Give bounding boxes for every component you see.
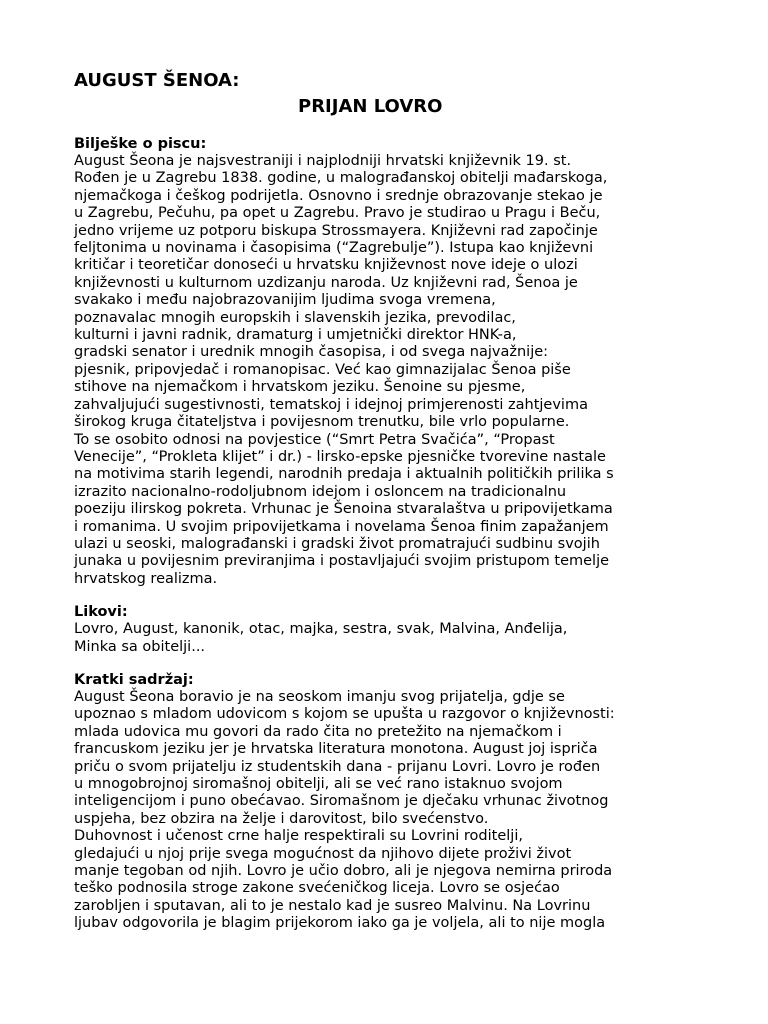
work-title: PRIJAN LOVRO [298,96,443,117]
text-line: Duhovnost i učenost crne halje respektirali su Lovrini roditelji, [74,828,523,845]
text-line: manje tegoban od njih. Lovro je učio dobro, ali je njegova nemirna priroda [74,863,613,880]
text-line: književnosti u kulturnom uzdizanju naroda. Uz književni rad, Šenoa je [74,274,578,291]
text-line: poznavalac mnogih europskih i slavenskih jezika, prevodilac, [74,309,516,326]
section-summary [74,671,674,933]
text-line: na motivima starih legendi, narodnih predaja i aktualnih političkih prilika s [74,466,614,483]
text-line: inteligencijom i puno obećavao. Siromašnom je dječaku vrhunac životnog [74,793,609,810]
text-line: gledajući u njoj prije svega mogućnost da njihovo dijete proživi život [74,845,572,862]
text-line: Lovro, August, kanonik, otac, majka, sestra, svak, Malvina, Anđelija, [74,621,568,638]
text-line: stihove na njemačkom i hrvatskom jeziku. Šenoine su pjesme, [74,379,526,396]
text-line: Rođen je u Zagrebu 1838. godine, u malograđanskoj obitelji mađarskoga, [74,170,608,187]
text-line: gradski senator i urednik mnogih časopisa, i od svega najvažnije: [74,344,549,361]
text-line: zarobljen i sputavan, ali to je nestalo kad je susreo Malvinu. Na Lovrinu [74,897,591,914]
document-page [74,68,674,933]
text-line: To se osobito odnosi na povjestice (“Smrt Petra Svačića”, “Propast [74,431,555,448]
text-line: mlada udovica mu govori da rado čita no pretežito na njemačkom i [74,723,562,740]
section-body [74,621,674,656]
author-title: AUGUST ŠENOA: [74,70,240,91]
section-characters [74,603,674,656]
text-line: Minka sa obitelji... [74,638,206,655]
text-line: u mnogobrojnoj siromašnoj obitelji, ali se već rano istaknuo svojom [74,776,563,792]
text-line: jedno vrijeme uz potporu biskupa Strossmayera. Književni rad započinje [74,222,598,239]
text-line: priču o svom prijatelju iz studentskih dana - prijanu Lovri. Lovro je rođen [74,758,601,775]
text-line: izrazito nacionalno-rodoljubnom idejom i osloncem na tradicionalnu [74,483,567,500]
text-line: Venecije”, “Prokleta klijet” i dr.) - lirsko-epske pjesničke tvorevine nastale [74,448,606,465]
text-line: svakako i među najobrazovanijim ljudima svoga vremena, [74,292,496,309]
text-line: teško podnosila stroge zakone svećeničkog liceja. Lovro se osjećao [74,880,560,897]
section-heading: Likovi: [74,604,128,621]
text-line: širokog kruga čitateljstva i povijesnom trenutku, bile vrlo popularne. [74,414,570,431]
text-line: i romanima. U svojim pripovijetkama i novelama Šenoa finim zapažanjem [74,518,609,535]
text-line: feljtonima u novinama i časopisima (“Zagrebulje”). Istupa kao književni [74,240,594,257]
text-line: uspjeha, bez obzira na želje i darovitost, bilo svećenstvo. [74,810,489,827]
text-line: francuskom jeziku jer je hrvatska literatura monotona. August joj ispriča [74,741,598,758]
text-line: kulturni i javni radnik, dramaturg i umjetnički direktor HNK-a, [74,327,517,344]
section-author-notes [74,135,674,588]
text-line: u Zagrebu, Pečuhu, pa opet u Zagrebu. Pravo je studirao u Pragu i Beču, [74,205,601,222]
text-line: August Šeona boravio je na seoskom imanju svog prijatelja, gdje se [74,688,565,705]
text-line: zahvaljujući sugestivnosti, tematskoj i idejnoj primjerenosti zahtjevima [74,396,588,413]
text-line: njemačkoga i češkog podrijetla. Osnovno i srednje obrazovanje stekao je [74,187,603,204]
text-line: kritičar i teoretičar donoseći u hrvatsku književnost nove ideje o ulozi [74,257,578,274]
section-body [74,153,674,588]
text-line: August Šeona je najsvestraniji i najplodniji hrvatski književnik 19. st. [74,153,572,169]
text-line: junaka u povijesnim previranjima i postavljajući svojim pristupom temelje [74,553,610,570]
text-line: ulazi u seoski, malograđanski i gradski život promatrajući sudbinu svojih [74,535,600,552]
text-line: poeziju ilirskog pokreta. Vrhunac je Šenoina stvaralaštva u pripovijetkama [74,501,613,518]
text-line: ljubav odgovorila je blagim prijekorom iako ga je voljela, ali to nije mogla [74,915,606,932]
section-heading: Bilješke o piscu: [74,136,207,152]
text-line: hrvatskog realizma. [74,570,218,587]
text-line: upoznao s mladom udovicom s kojom se upušta u razgovor o književnosti: [74,706,615,723]
section-body [74,689,674,933]
section-heading: Kratki sadržaj: [74,671,194,688]
text-line: pjesnik, pripovjedač i romanopisac. Već kao gimnazijalac Šenoa piše [74,361,571,378]
